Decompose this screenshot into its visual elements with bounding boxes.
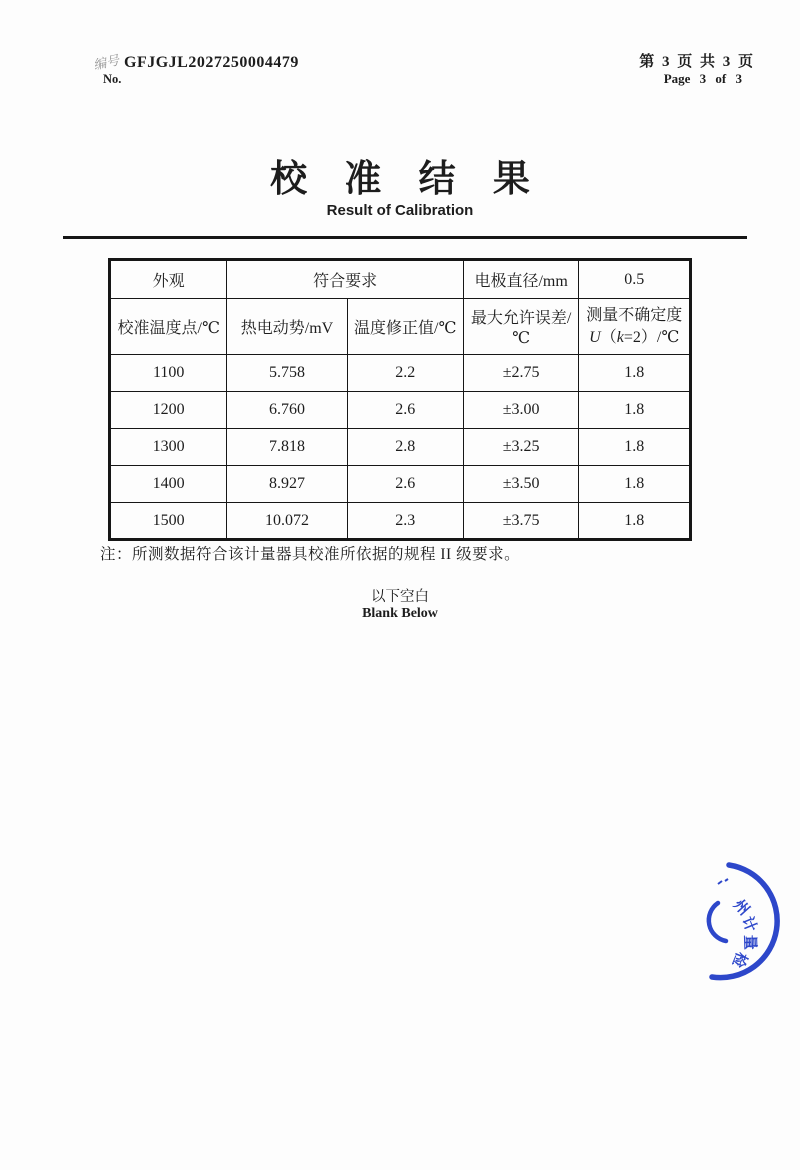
cell-temp: 1100 bbox=[110, 355, 227, 392]
cell-emf: 5.758 bbox=[227, 355, 347, 392]
electrode-diameter-value: 0.5 bbox=[579, 260, 691, 299]
cell-temp: 1200 bbox=[110, 392, 227, 429]
cell-emf: 6.760 bbox=[227, 392, 347, 429]
cell-max-error: ±3.75 bbox=[463, 503, 579, 540]
table-row bbox=[110, 355, 691, 392]
col-header-max-error: 最大允许误差/℃ bbox=[463, 299, 579, 355]
page-indicator-cn: 第 3 页 共 3 页 bbox=[639, 54, 755, 70]
cell-temp: 1500 bbox=[110, 503, 227, 540]
electrode-diameter-label: 电极直径/mm bbox=[463, 260, 579, 299]
table-row bbox=[110, 466, 691, 503]
table-header-row bbox=[110, 299, 691, 355]
table-row bbox=[110, 503, 691, 540]
certificate-no-label: 编号 bbox=[91, 52, 121, 73]
seal-mark bbox=[718, 879, 728, 884]
table-row bbox=[110, 429, 691, 466]
cell-correction: 2.8 bbox=[347, 429, 463, 466]
cell-max-error: ±3.00 bbox=[463, 392, 579, 429]
cell-uncertainty: 1.8 bbox=[579, 466, 691, 503]
col-header-uncertainty bbox=[579, 299, 691, 355]
cell-temp: 1300 bbox=[110, 429, 227, 466]
svg-text:计: 计 bbox=[738, 914, 760, 935]
cell-correction: 2.3 bbox=[347, 503, 463, 540]
certificate-no-label-en: No. bbox=[103, 72, 122, 86]
cell-max-error: ±3.50 bbox=[463, 466, 579, 503]
page-indicator-en: Page 3 of 3 bbox=[663, 71, 742, 86]
col-header-correction: 温度修正值/℃ bbox=[347, 299, 463, 355]
cell-max-error: ±2.75 bbox=[463, 355, 579, 392]
uncertainty-header-line2: U（k=2）/℃ bbox=[589, 328, 680, 346]
seal-inner-arc bbox=[709, 903, 726, 941]
cell-uncertainty: 1.8 bbox=[579, 355, 691, 392]
col-header-emf: 热电动势/mV bbox=[227, 299, 347, 355]
cell-emf: 8.927 bbox=[227, 466, 347, 503]
cell-uncertainty: 1.8 bbox=[579, 429, 691, 466]
note-text: 注：所测数据符合该计量器具校准所依据的规程 II 级要求。 bbox=[100, 546, 521, 563]
title-divider bbox=[63, 236, 747, 239]
appearance-value: 符合要求 bbox=[227, 260, 463, 299]
cell-temp: 1400 bbox=[110, 466, 227, 503]
cell-correction: 2.6 bbox=[347, 466, 463, 503]
calibration-results-table bbox=[108, 258, 692, 541]
cell-correction: 2.6 bbox=[347, 392, 463, 429]
svg-text:检: 检 bbox=[728, 949, 751, 970]
appearance-label: 外观 bbox=[110, 260, 227, 299]
cell-emf: 10.072 bbox=[227, 503, 347, 540]
page-title-en: Result of Calibration bbox=[326, 202, 474, 219]
official-seal-stamp bbox=[692, 853, 800, 989]
cell-uncertainty: 1.8 bbox=[579, 392, 691, 429]
cell-correction: 2.2 bbox=[347, 355, 463, 392]
certificate-number: GFJGJL2027250004479 bbox=[124, 54, 299, 71]
table-row-summary bbox=[110, 260, 691, 299]
uncertainty-header-line1: 测量不确定度 bbox=[586, 306, 683, 324]
cell-uncertainty: 1.8 bbox=[579, 503, 691, 540]
cell-emf: 7.818 bbox=[227, 429, 347, 466]
blank-below-en: Blank Below bbox=[362, 606, 438, 621]
cell-max-error: ±3.25 bbox=[463, 429, 579, 466]
blank-below-cn: 以下空白 bbox=[371, 589, 429, 605]
col-header-temp-point: 校准温度点/℃ bbox=[110, 299, 227, 355]
page-title-cn: 校 准 结 果 bbox=[270, 159, 544, 200]
svg-text:量: 量 bbox=[741, 934, 759, 951]
svg-text:州: 州 bbox=[730, 896, 753, 919]
table-row bbox=[110, 392, 691, 429]
